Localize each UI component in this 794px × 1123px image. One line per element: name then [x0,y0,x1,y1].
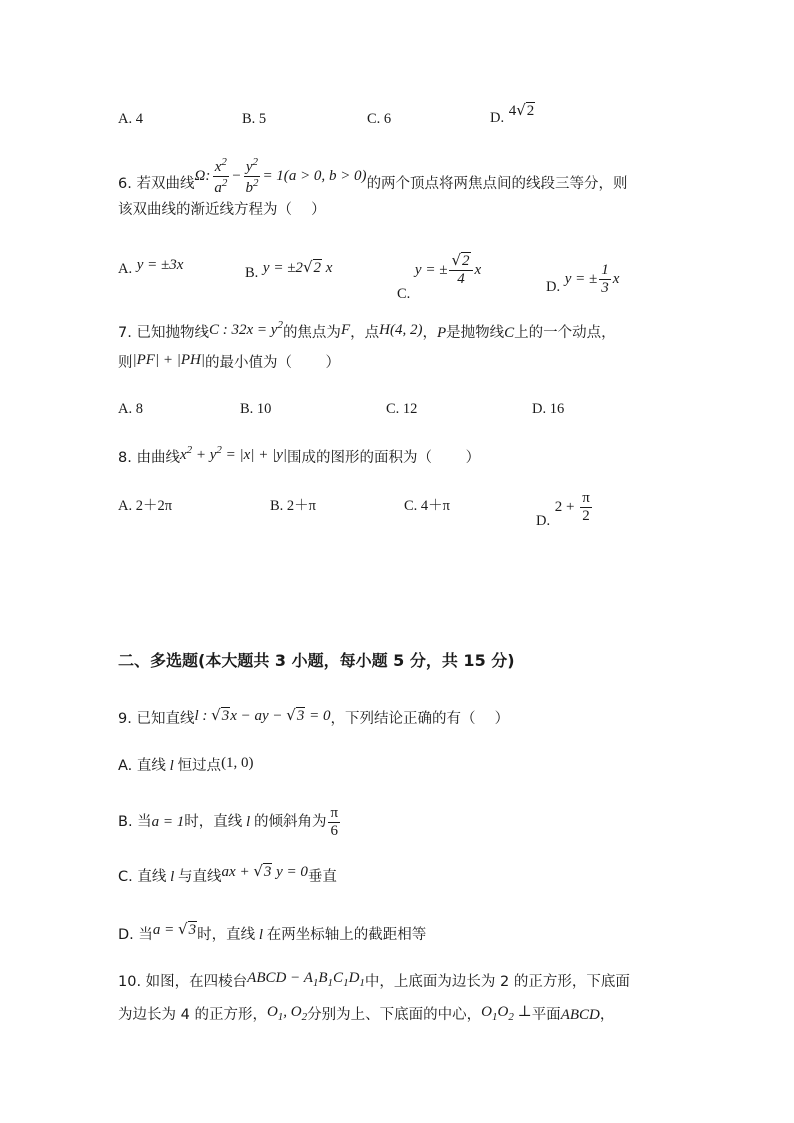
q9-opt-c-equation: ax + √3 y = 0 [221,862,308,880]
q10-line1-a: 10. 如图，在四棱台 [118,974,248,990]
q9-opt-c-mid: 与直线 [178,869,222,885]
q5-option-c: C. 6 [367,111,392,127]
q10-line-1 [118,970,630,993]
q6-option-c-math: y = ± $\frac{√2}{4}$ x [414,251,482,288]
q7-focus-F: F [340,322,351,338]
q9-opt-a-l: l [165,758,178,774]
q9-option-d [118,920,427,944]
q9-opt-d-l: l [255,927,267,943]
q7-option-a: A. 8 [118,401,143,417]
q6-option-a-math: y = ±3x [136,257,184,273]
section-2-heading: 二、多选题(本大题共 3 小题，每小题 5 分，共 15 分) [118,651,515,670]
q7-curve-C: C [504,325,515,341]
q5-option-d-math: 4√2 [508,101,535,119]
q7-line1-a: 7. 已知抛物线 [118,325,209,341]
q6-option-b [245,258,333,282]
q7-parabola-formula: C : $32x = y^2$ [208,319,283,338]
q9-opt-a-post: 恒过点 [177,758,222,774]
q7-point-P: P [436,325,447,341]
q9-opt-d-pre: D. 当 [118,927,153,943]
q9-opt-d-mid: 时，直线 [197,927,256,943]
q8-curve-formula: $x^2 + y^2 = |x| + |y|$ [179,444,288,463]
q6-hyperbola-formula: Ω: $\frac{x^2}{a^2}$ − $\frac{y^2}{b^2}$ = 1(a > 0, b > 0) [194,156,367,197]
q9-opt-b-pre: B. 当 [118,814,152,831]
q9-opt-b-post: 的倾斜角为 [253,814,327,831]
q6-option-a-label: A. [118,261,133,277]
q10-line2-c: 平面 [531,1007,561,1023]
q10-line-2 [118,1004,615,1026]
q10-perp-segment: $O_1O_2$ ⊥ [481,1004,532,1023]
q10-line1-b: 中，上底面为边长为 2 的正方形，下底面 [364,974,630,990]
q6-option-c-label: C. [397,285,411,302]
q5-option-b: B. 5 [242,111,267,127]
q9-opt-b-angle: $\frac{\pi}{6}$ [330,805,339,840]
q6-line-2: 该双曲线的渐近线方程为（ ） [118,202,326,218]
q7-line1-f: 上的一个动点， [514,325,616,341]
q5-option-a: A. 4 [118,111,143,127]
q8-prefix: 8. 由曲线 [118,450,180,466]
q7-line1-c: ，点 [350,325,380,341]
q7-option-b: B. 10 [240,401,272,417]
q7-line2-b: 的最小值为（ ） [204,355,341,371]
q6-option-b-math: y = ±2√2 x [262,258,333,276]
q9-opt-c-post: 垂直 [307,869,337,885]
q6-option-c [397,251,482,302]
q9-opt-b-l: l [242,814,254,831]
q9-option-a [118,755,254,774]
q9-line-equation: l : √3x − ay − √3 = 0 [194,706,331,724]
q7-point-H: H(4, 2) [379,322,423,338]
q10-comma: ， [599,1007,615,1023]
q7-line2-a: 则 [118,355,133,371]
q6-line-1 [118,156,628,206]
q7-line-1 [118,319,616,341]
q6-prefix: 6. 若双曲线 [118,175,195,192]
q9-option-c [118,862,337,886]
q6-option-d-math: y = ± $\frac{1}{3}$ x [564,262,620,297]
q9-opt-a-pre: A. 直线 [118,758,166,774]
q8-option-d-math: 2 + $\frac{\pi}{2}$ [554,490,590,525]
q7-line-2 [118,352,341,371]
q6-suffix: 的两个顶点将两焦点间的线段三等分，则 [366,175,628,192]
q9-line [118,706,510,728]
q7-line1-e: 是抛物线 [446,325,505,341]
q8-option-b: B. 2＋π [270,498,316,514]
q10-centers: $O_1$, $O_2$ [266,1004,308,1023]
q9-opt-c-l: l [166,869,179,885]
q9-opt-c-pre: C. 直线 [118,869,167,885]
q10-plane-name: ABCD [560,1007,600,1023]
q8-line [118,444,481,466]
q6-option-b-label: B. [245,265,259,281]
q8-option-a: A. 2＋2π [118,498,173,514]
q7-option-d: D. 16 [532,401,565,417]
q5-option-d [490,101,535,127]
q8-suffix: 围成的图形的面积为（ ） [287,450,481,466]
q6-option-d-label: D. [546,279,561,296]
q6-option-a [118,257,184,277]
q9-opt-a-point: (1, 0) [221,755,254,771]
q7-option-c: C. 12 [386,401,418,417]
q9-prefix: 9. 已知直线 [118,711,195,727]
q9-option-b [118,805,342,841]
q9-opt-b-cond: a = 1 [151,814,185,831]
q5-option-d-label: D. [490,110,505,126]
q9-opt-b-mid: 时，直线 [184,814,243,831]
q7-line1-d: ， [422,325,437,341]
q9-suffix: ，下列结论正确的有（ ） [330,711,510,727]
q7-line1-b: 的焦点为 [282,325,341,341]
q7-distance-expr: |PF| + |PH| [132,352,205,368]
q8-option-d [536,490,594,530]
q10-line2-b: 分别为上、下底面的中心， [307,1007,482,1023]
q8-option-c: C. 4＋π [404,498,450,514]
q6-option-d [546,262,619,298]
q10-line2-a: 为边长为 4 的正方形， [118,1007,267,1023]
q9-opt-d-post: 在两坐标轴上的截距相等 [266,927,427,943]
q9-opt-d-cond: a = √3 [152,920,197,938]
q8-option-d-label: D. [536,513,551,530]
q10-frustum-name: ABCD − $A_1B_1C_1D_1$ [247,970,365,989]
